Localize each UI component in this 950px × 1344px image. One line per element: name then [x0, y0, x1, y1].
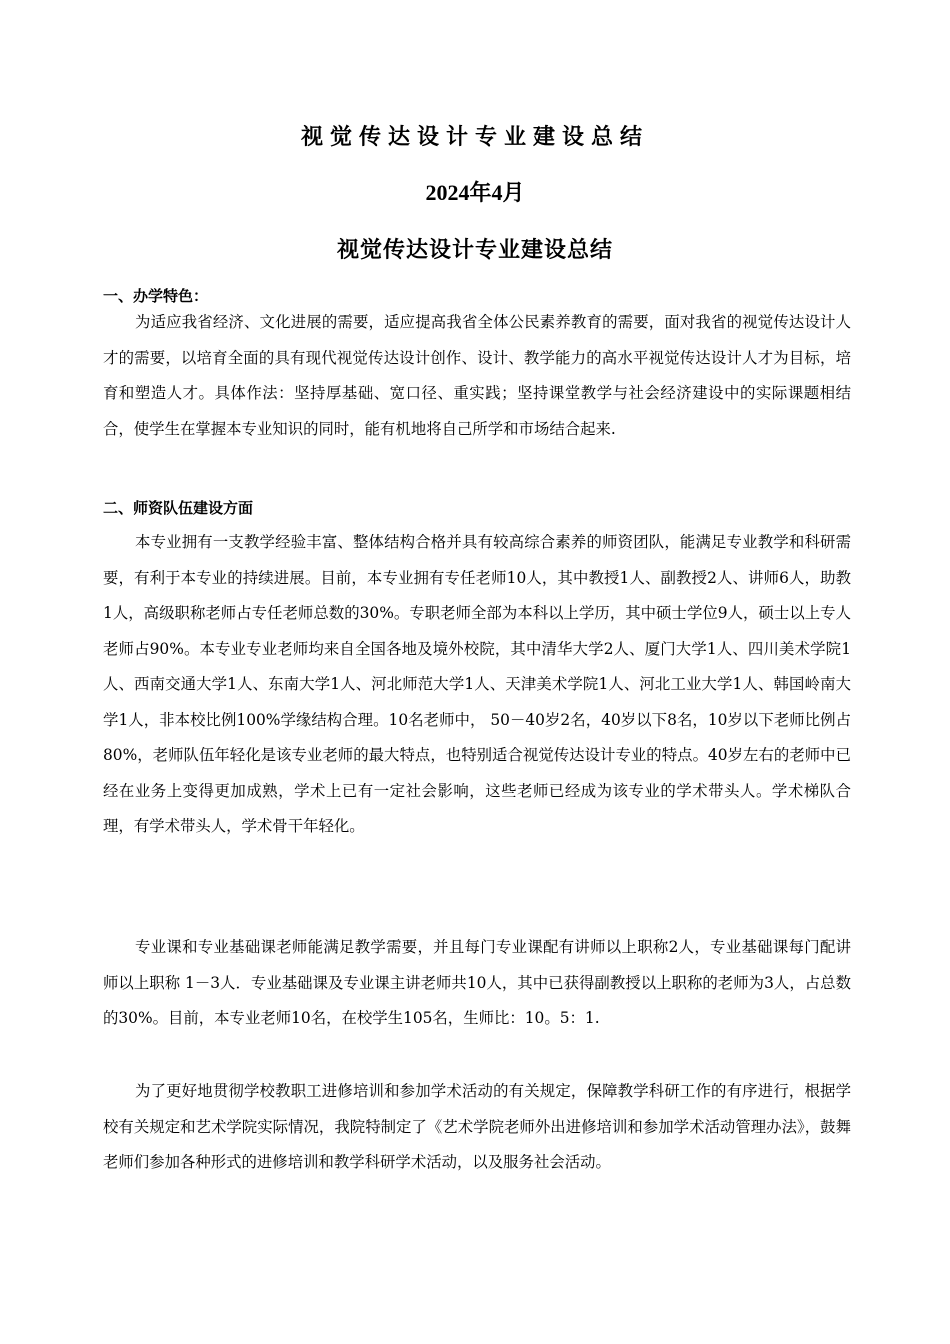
- paragraph-faculty-overview: 本专业拥有一支教学经验丰富、整体结构合格并具有较高综合素养的师资团队，能满足专业教学和科研需要，有利于本专业的持续进展。目前，本专业拥有专任老师10人，其中教授1人、副教授2人、讲师6人，助教1人，高级职称老师占专任老师总数的30%。专职老师全部为本科以上学历，其中硕士学位9人，硕士以上专人老师占90%。本专业专业老师均来自全国各地及境外校院，其中清华大学2人、厦门大学1人、四川美术学院1人、西南交通大学1人、东南大学1人、河北师范大学1人、天津美术学院1人、河北工业大学1人、韩国岭南大学1人，非本校比例100%学缘结构合理。10名老师中， 50－40岁2名，40岁以下8名，10岁以下老师比例占80%，老师队伍年轻化是该专业老师的最大特点，也特别适合视觉传达设计专业的特点。40岁左右的老师中已经在业务上变得更加成熟，学术上已有一定社会影响，这些老师已经成为该专业的学术带头人。学术梯队合理，有学术带头人，学术骨干年轻化。: [103, 533, 851, 835]
- document-subtitle: 视觉传达设计专业建设总结: [336, 237, 613, 263]
- document-date: 2024年4月: [425, 180, 525, 205]
- section-heading-faculty: 二、师资队伍建设方面: [103, 499, 254, 517]
- document-title: 视觉传达设计专业建设总结: [300, 124, 649, 150]
- paragraph-faculty-training: 为了更好地贯彻学校教职工进修培训和参加学术活动的有关规定，保障教学科研工作的有序进行，根据学校有关规定和艺术学院实际情况，我院特制定了《艺术学院老师外出进修培训和参加学术活动管理办法》，鼓舞老师们参加各种形式的进修培训和教学科研学术活动，以及服务社会活动。: [103, 1082, 851, 1171]
- paragraph-faculty-courses: 专业课和专业基础课老师能满足教学需要，并且每门专业课配有讲师以上职称2人，专业基础课每门配讲师以上职称 1－3人．专业基础课及专业课主讲老师共10人，其中已获得副教授以上职称的老师为3人，占总数的30%。目前，本专业老师10名，在校学生105名，生师比：10。5：1.: [103, 938, 851, 1027]
- paragraph-features: 为适应我省经济、文化进展的需要，适应提高我省全体公民素养教育的需要，面对我省的视觉传达设计人才的需要，以培育全面的具有现代视觉传达设计创作、设计、教学能力的高水平视觉传达设计人才为目标，培育和塑造人才。具体作法：坚持厚基础、宽口径、重实践；坚持课堂教学与社会经济建设中的实际课题相结合，使学生在掌握本专业知识的同时，能有机地将自己所学和市场结合起来.: [103, 313, 851, 438]
- section-heading-features: 一、办学特色：: [103, 287, 209, 305]
